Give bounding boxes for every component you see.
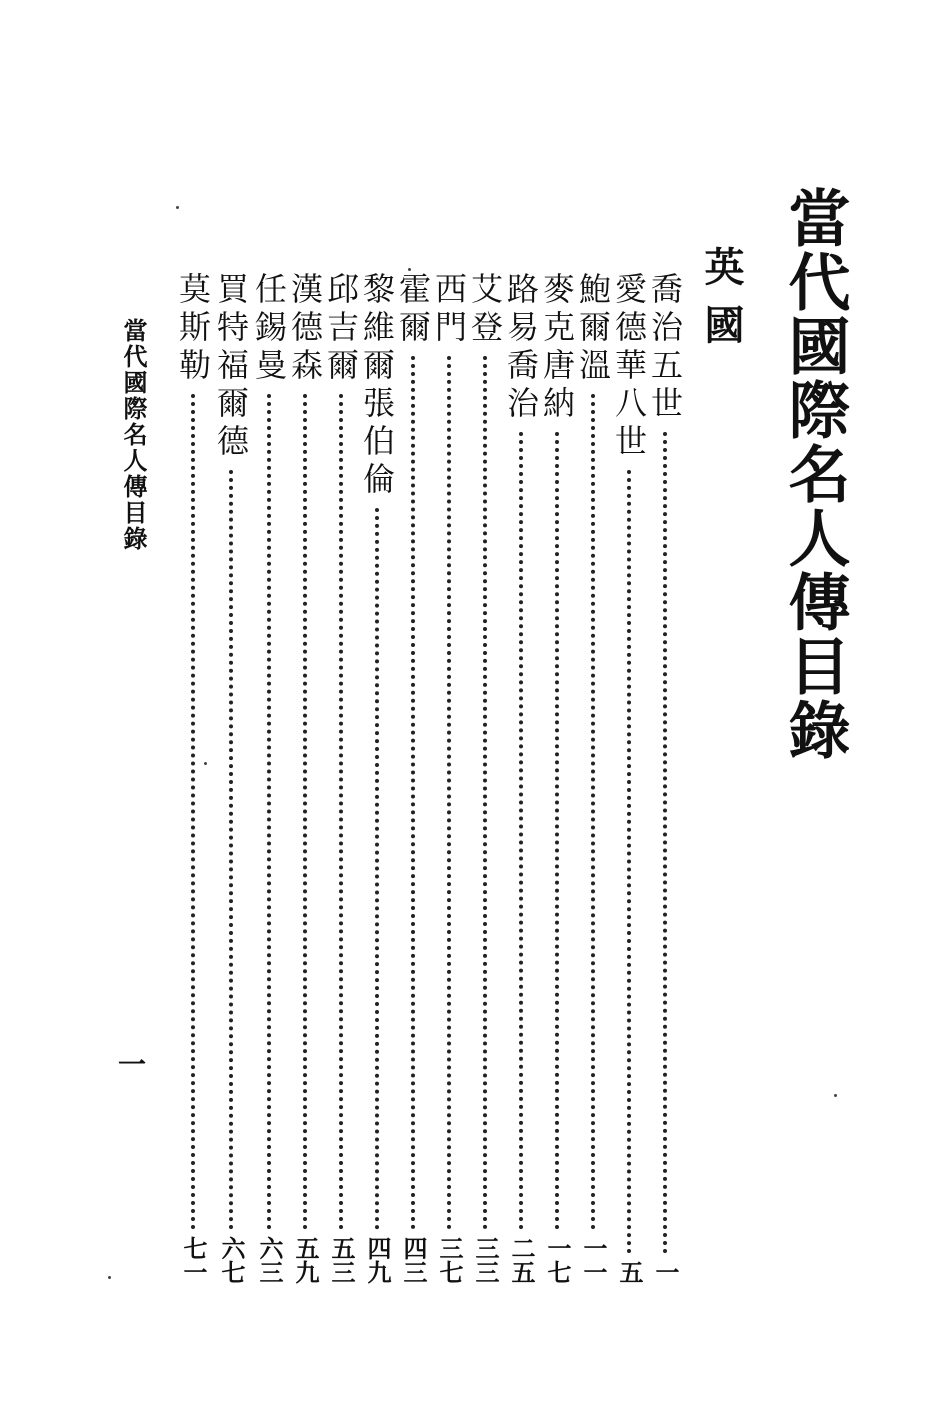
entry-page-number: 五三 bbox=[327, 1236, 356, 1284]
dot-leader bbox=[627, 470, 631, 1254]
toc-entry bbox=[504, 272, 538, 1284]
entry-page-number: 一一 bbox=[579, 1236, 608, 1284]
entry-name: 霍爾 bbox=[394, 272, 432, 348]
dot-leader bbox=[229, 470, 233, 1230]
entry-page-number: 七一 bbox=[179, 1236, 208, 1284]
page-title: 當代國際名人傳目錄 bbox=[778, 186, 851, 762]
dot-leader bbox=[267, 394, 271, 1230]
print-speck bbox=[108, 1276, 111, 1279]
entry-page-number: 五九 bbox=[291, 1236, 320, 1284]
entry-name: 黎維爾張伯倫 bbox=[358, 272, 396, 500]
entry-page-number: 三三 bbox=[471, 1236, 500, 1284]
dot-leader bbox=[339, 394, 343, 1230]
print-speck bbox=[204, 762, 207, 765]
entry-page-number: 五 bbox=[615, 1260, 644, 1284]
entry-page-number: 一七 bbox=[543, 1236, 572, 1284]
entry-name: 任錫曼 bbox=[250, 272, 288, 386]
section-heading: 英國 bbox=[698, 246, 745, 362]
dot-leader bbox=[591, 394, 595, 1230]
dot-leader bbox=[191, 394, 195, 1230]
entry-page-number: 六七 bbox=[217, 1236, 246, 1284]
dot-leader bbox=[663, 432, 667, 1254]
toc-entry bbox=[648, 272, 682, 1284]
toc-entry bbox=[214, 272, 248, 1284]
toc-entry bbox=[360, 272, 394, 1284]
entry-name: 邱吉爾 bbox=[322, 272, 360, 386]
entry-page-number: 三七 bbox=[435, 1236, 464, 1284]
entry-page-number: 一 bbox=[651, 1260, 680, 1284]
entry-name: 買特福爾德 bbox=[212, 272, 250, 462]
toc-entry bbox=[540, 272, 574, 1284]
print-speck bbox=[408, 268, 411, 271]
entry-page-number: 六三 bbox=[255, 1236, 284, 1284]
dot-leader bbox=[375, 508, 379, 1230]
toc-entry bbox=[252, 272, 286, 1284]
dot-leader bbox=[411, 356, 415, 1230]
dot-leader bbox=[447, 356, 451, 1230]
dot-leader bbox=[555, 432, 559, 1230]
toc-entry bbox=[432, 272, 466, 1284]
entry-page-number: 四九 bbox=[363, 1236, 392, 1284]
print-speck bbox=[176, 206, 179, 209]
toc-entry bbox=[612, 272, 646, 1284]
entry-name: 漢德森 bbox=[286, 272, 324, 386]
entry-name: 喬治五世 bbox=[646, 272, 684, 424]
page-number: 一 bbox=[118, 1048, 147, 1081]
toc-entry bbox=[324, 272, 358, 1284]
entry-page-number: 四三 bbox=[399, 1236, 428, 1284]
running-title: 當代國際名人傳目錄 bbox=[119, 318, 148, 552]
entry-name: 莫斯勒 bbox=[174, 272, 212, 386]
toc-entry bbox=[288, 272, 322, 1284]
dot-leader bbox=[303, 394, 307, 1230]
entry-name: 麥克唐納 bbox=[538, 272, 576, 424]
toc-entry bbox=[576, 272, 610, 1284]
entry-name: 愛德華八世 bbox=[610, 272, 648, 462]
entry-name: 路易喬治 bbox=[502, 272, 540, 424]
toc-entry bbox=[176, 272, 210, 1284]
dot-leader bbox=[519, 432, 523, 1230]
entry-name: 艾登 bbox=[466, 272, 504, 348]
print-speck bbox=[834, 1094, 837, 1097]
dot-leader bbox=[483, 356, 487, 1230]
entry-page-number: 二五 bbox=[507, 1236, 536, 1284]
toc-entry bbox=[396, 272, 430, 1284]
toc-entry bbox=[468, 272, 502, 1284]
entry-name: 鮑爾溫 bbox=[574, 272, 612, 386]
entry-name: 西門 bbox=[430, 272, 468, 348]
